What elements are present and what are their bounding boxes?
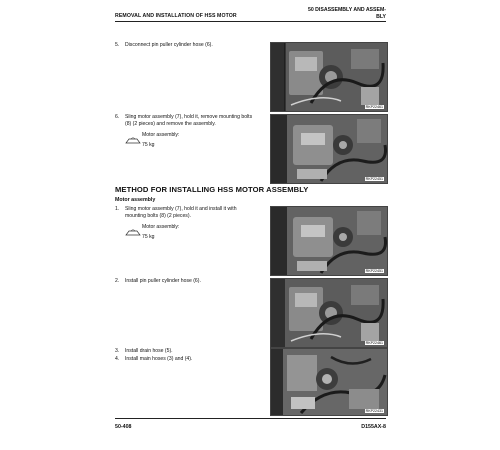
photo (270, 42, 388, 112)
step-number: 2. (115, 278, 120, 284)
model-name: D155AX-8 (361, 424, 386, 430)
step-item (115, 42, 260, 56)
header-section-title: REMOVAL AND INSTALLATION OF HSS MOTOR (115, 13, 237, 19)
step-item (115, 278, 260, 288)
footer-rule (115, 418, 386, 419)
photo (270, 348, 388, 416)
machine-photo-image (271, 207, 387, 275)
machine-photo-image (271, 349, 387, 415)
weight-label: Motor assembly: (142, 224, 180, 230)
header-chapter-title (298, 7, 386, 21)
weight-value: 75 kg (142, 234, 155, 240)
header-chapter-line-1: 50 DISASSEMBLY AND ASSEM- (307, 7, 386, 13)
step-number: 1. (115, 206, 120, 212)
step-item (115, 206, 260, 222)
machine-photo-image (271, 115, 387, 183)
step-number: 3. (115, 348, 120, 354)
header-rule (115, 21, 386, 22)
step-number: 6. (115, 114, 120, 120)
step-number: 5. (115, 42, 120, 48)
weight-icon (125, 137, 141, 144)
photo-code: RKP22461 (365, 341, 383, 345)
photo-code: RKP22461 (365, 105, 383, 109)
step-number: 4. (115, 356, 120, 362)
weight-label: Motor assembly: (142, 132, 180, 138)
step-text: Install drain hose (5). (125, 348, 173, 354)
page-number: 50-408 (115, 424, 132, 430)
step-text: Sling motor assembly (7), hold it and install it with mounting bolts (8) (2 pieces). (125, 206, 237, 219)
weight-icon (125, 229, 141, 236)
section-title: METHOD FOR INSTALLING HSS MOTOR ASSEMBLY (115, 185, 309, 194)
step-text: Disconnect pin puller cylinder hose (6). (125, 42, 213, 48)
machine-photo-image (271, 43, 387, 111)
photo-code: RKP22431 (365, 409, 383, 413)
step-text: Install pin puller cylinder hose (6). (125, 278, 201, 284)
header-chapter-line-2: BLY (376, 14, 386, 20)
photo (270, 206, 388, 276)
weight-note (125, 223, 141, 241)
subsection-title: Motor assembly (115, 197, 156, 203)
machine-photo-image (271, 279, 387, 347)
photo (270, 114, 388, 184)
weight-note (125, 131, 141, 149)
photo (270, 278, 388, 348)
photo-code: RKP22451 (365, 269, 383, 273)
step-item (115, 348, 260, 356)
weight-value: 75 kg (142, 142, 155, 148)
step-text: Sling motor assembly (7), hold it, remove mounting bolts (8) (2 pieces) and remove the assembly. (125, 114, 253, 127)
step-text: Install main hoses (3) and (4). (125, 356, 193, 362)
photo-code: RKP22451 (365, 177, 383, 181)
step-item (115, 356, 260, 364)
